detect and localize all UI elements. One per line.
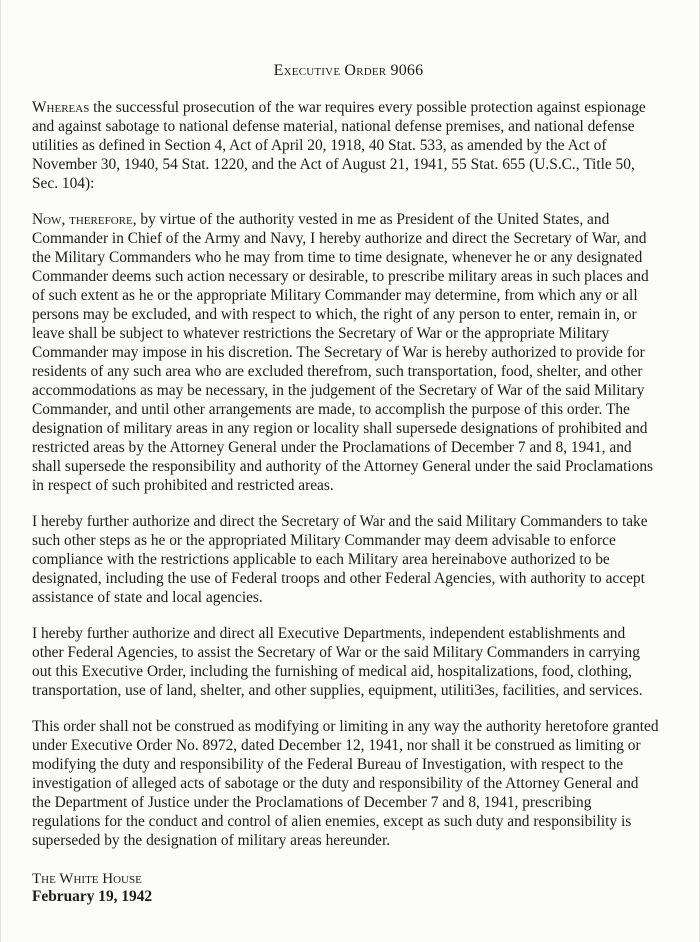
paragraph-limitations — [32, 717, 659, 850]
paragraph-now-therefore — [32, 210, 659, 495]
paragraph-lead: Whereas — [32, 99, 90, 116]
paragraph-text: by virtue of the authority vested in me as President of the United States, and Commander in Chief of the Army and Navy, I hereby authorize and direct the Secretary of War, and the Military Commanders who he may from time to time designate, whenever he or any designated Commander deems such action necessary or desirable, to prescribe military areas in such places and of such extent as he or the appropriate Military Commander may determine, from which any or all persons may be excluded, and with respect to which, the right of any person to enter, remain in, or leave shall be subject to whatever restrictions the Secretary of War or the appropriate Military Commander may impose in his discretion. The Secretary of War is hereby authorized to provide for residents of any such area who are excluded therefrom, such transportation, food, shelter, and other accommodations as may be necessary, in the judgement of the Secretary of War of the said Military Commander, and until other arrangements are made, to accomplish the purpose of this order. The designation of military areas in any region or locality shall supersede designations of prohibited and restricted areas by the Attorney General under the Proclamations of December 7 and 8, 1941, and shall supersede the responsibility and authority of the Attorney General under the said Proclamations in respect of such prohibited and restricted areas. — [32, 211, 654, 494]
signature-block — [32, 870, 659, 906]
document-title: Executive Order 9066 — [273, 62, 424, 79]
paragraph-text: I hereby further authorize and direct the Secretary of War and the said Military Commanders to take such other steps as he or the appropriated Military Commander may deem advisable to enforce compliance with the restrictions applicable to each Military area hereinabove authorized to be designated, including the use of Federal troops and other Federal Agencies, with authority to accept assistance of state and local agencies. — [32, 513, 648, 606]
paragraph-text: the successful prosecution of the war requires every possible protection against espionage and against sabotage to national defense material, national defense premises, and national defense utilities as defined in Section 4, Act of April 20, 1918, 40 Stat. 533, as amended by the Act of November 30, 1940, 54 Stat. 1220, and the Act of August 21, 1941, 55 Stat. 655 (U.S.C., Title 50, Sec. 104): — [32, 99, 646, 192]
paragraph-whereas — [32, 98, 659, 193]
paragraph-text: This order shall not be construed as modifying or limiting in any way the authority heretofore granted under Executive Order No. 8972, dated December 12, 1941, nor shall it be construed as limiting or modifying the duty and responsibility of the Federal Bureau of Investigation, with respect to the investigation of alleged acts of sabotage or the duty and responsibility of the Attorney General and the Department of Justice under the Proclamations of December 7 and 8, 1941, prescribing regulations for the conduct and control of alien enemies, except as such duty and responsibility is superseded by the designation of military areas hereunder. — [32, 718, 659, 849]
signature-organization: The White House — [32, 871, 142, 887]
paragraph-assistance — [32, 624, 659, 700]
signature-date: February 19, 1942 — [32, 888, 153, 905]
paragraph-lead: Now, therefore, — [32, 211, 137, 228]
paragraph-text: I hereby further authorize and direct all Executive Departments, independent establishments and other Federal Agencies, to assist the Secretary of War or the said Military Commanders in carrying out this Executive Order, including the furnishing of medical aid, hospitalizations, food, clothing, transportation, use of land, shelter, and other supplies, equipment, utiliti3es, facilities, and services. — [32, 625, 643, 699]
paragraph-enforcement — [32, 512, 659, 607]
